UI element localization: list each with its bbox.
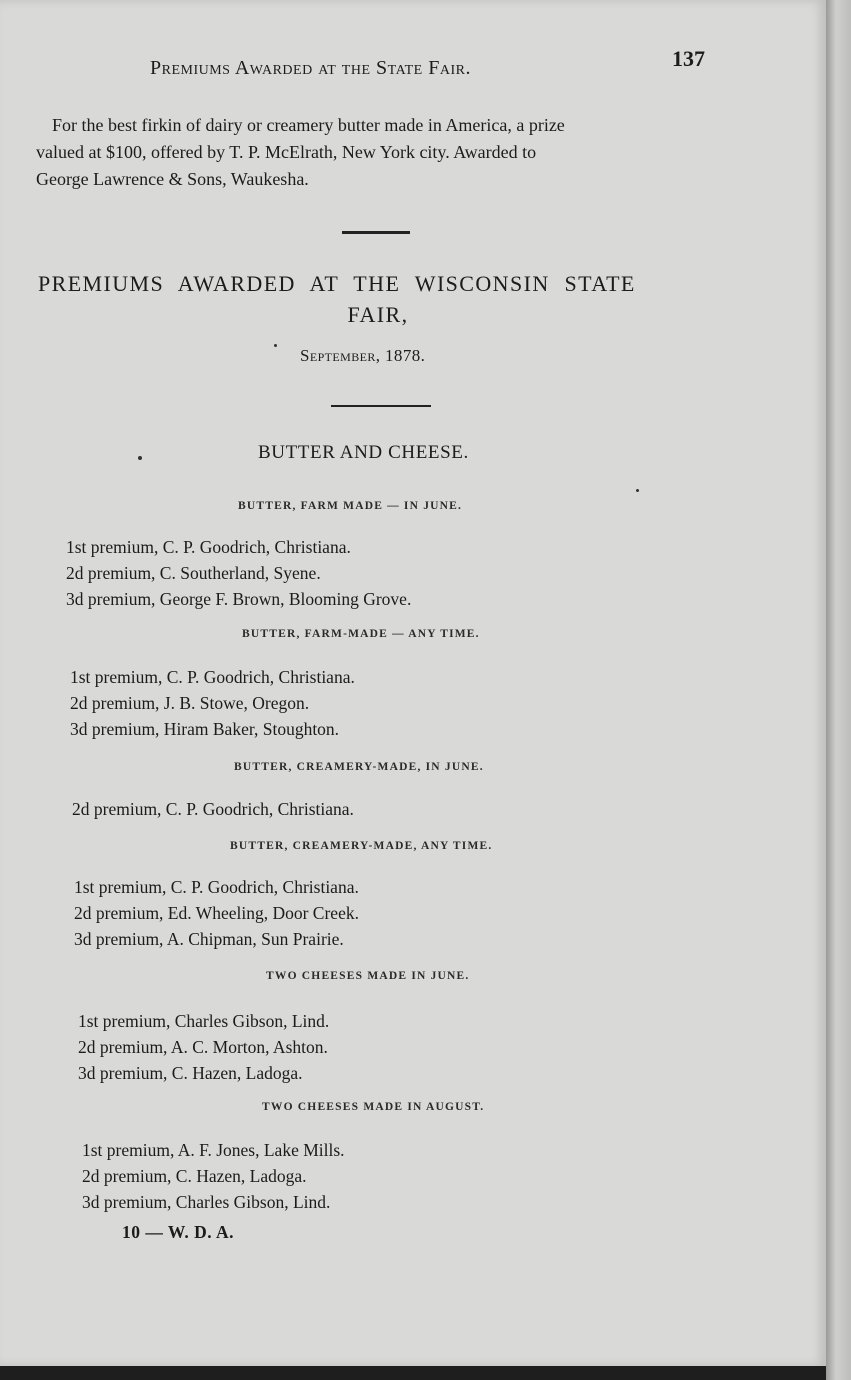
group-heading: TWO CHEESES MADE IN JUNE. bbox=[266, 970, 470, 982]
page-bottom-shadow bbox=[0, 1366, 826, 1380]
group-heading: BUTTER, CREAMERY-MADE, ANY TIME. bbox=[230, 840, 493, 852]
award-list bbox=[78, 1008, 329, 1086]
award-entry: 2d premium, J. B. Stowe, Oregon. bbox=[70, 693, 310, 713]
group-heading: TWO CHEESES MADE IN AUGUST. bbox=[262, 1101, 485, 1113]
print-speck bbox=[138, 456, 142, 460]
award-list bbox=[74, 874, 359, 952]
award-entry: 1st premium, C. P. Goodrich, Christiana. bbox=[74, 877, 359, 897]
award-entry: 2d premium, C. Southerland, Syene. bbox=[66, 563, 321, 583]
print-speck bbox=[636, 489, 639, 492]
page-title bbox=[38, 268, 718, 330]
award-entry: 2d premium, C. Hazen, Ladoga. bbox=[82, 1166, 307, 1186]
award-list bbox=[72, 796, 354, 822]
award-list bbox=[66, 534, 411, 612]
page-title-line: PREMIUMS AWARDED AT THE WISCONSIN STATE bbox=[38, 271, 636, 296]
running-head: Premiums Awarded at the State Fair. bbox=[150, 57, 471, 79]
divider-rule bbox=[331, 405, 431, 407]
award-entry: 3d premium, Hiram Baker, Stoughton. bbox=[70, 719, 340, 739]
page-number: 137 bbox=[672, 46, 705, 71]
section-heading: BUTTER AND CHEESE. bbox=[258, 442, 469, 463]
award-entry: 2d premium, Ed. Wheeling, Door Creek. bbox=[74, 903, 359, 923]
print-speck bbox=[274, 344, 277, 347]
award-entry: 3d premium, Charles Gibson, Lind. bbox=[82, 1192, 331, 1212]
award-entry: 1st premium, C. P. Goodrich, Christiana. bbox=[70, 667, 355, 687]
page-title-line: FAIR, bbox=[347, 302, 409, 327]
intro-line: For the best firkin of dairy or creamery butter made in America, a prize bbox=[52, 115, 565, 135]
intro-line: George Lawrence & Sons, Waukesha. bbox=[36, 169, 309, 189]
fair-date: September, 1878. bbox=[300, 346, 426, 365]
group-heading: BUTTER, FARM MADE — IN JUNE. bbox=[238, 500, 463, 512]
award-entry: 2d premium, C. P. Goodrich, Christiana. bbox=[72, 799, 354, 819]
printer-signature: 10 — W. D. A. bbox=[122, 1222, 235, 1242]
award-entry: 1st premium, C. P. Goodrich, Christiana. bbox=[66, 537, 351, 557]
award-entry: 3d premium, George F. Brown, Blooming Grove. bbox=[66, 589, 412, 609]
intro-paragraph bbox=[36, 112, 716, 193]
award-entry: 3d premium, C. Hazen, Ladoga. bbox=[78, 1063, 303, 1083]
group-heading: BUTTER, FARM-MADE — ANY TIME. bbox=[242, 628, 480, 640]
award-list bbox=[82, 1137, 345, 1215]
divider-rule bbox=[342, 231, 410, 234]
page-edge bbox=[826, 0, 851, 1380]
intro-line: valued at $100, offered by T. P. McElrath, New York city. Awarded to bbox=[36, 142, 537, 162]
award-entry: 1st premium, A. F. Jones, Lake Mills. bbox=[82, 1140, 345, 1160]
award-list bbox=[70, 664, 355, 742]
award-entry: 3d premium, A. Chipman, Sun Prairie. bbox=[74, 929, 344, 949]
group-heading: BUTTER, CREAMERY-MADE, IN JUNE. bbox=[234, 761, 484, 773]
award-entry: 2d premium, A. C. Morton, Ashton. bbox=[78, 1037, 328, 1057]
award-entry: 1st premium, Charles Gibson, Lind. bbox=[78, 1011, 330, 1031]
